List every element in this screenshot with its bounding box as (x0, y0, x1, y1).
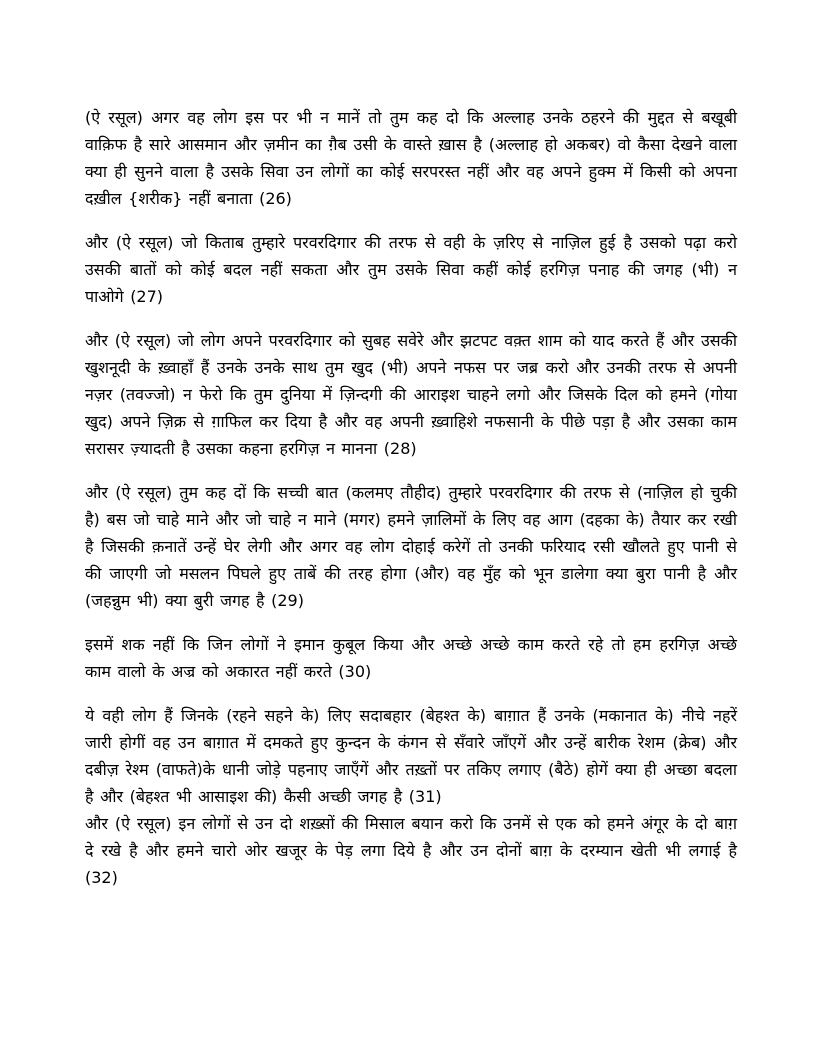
verse-paragraph-32: और (ऐ रसूल) इन लोगों से उन दो शख़्सों की मिसाल बयान करो कि उनमें से एक को हमने अंगूर के दो बाग़ दे रखे है और हमने चारो ओर खजूर के पेड़ लगा दिये है और उन दोनों बाग़ के दरम्यान खेती भी लगाई है (32) (85, 814, 737, 887)
verse-paragraph-30: इसमें शक नहीं कि जिन लोगों ने इमान कुबूल किया और अच्छे अच्छे काम करते रहे तो हम हरगिज़ अच्छे काम वालो के अज्र को अकारत नहीं करते (30) (85, 635, 737, 681)
verse-paragraph-28: और (ऐ रसूल) जो लोग अपने परवरदिगार को सुबह सवेरे और झटपट वक़्त शाम को याद करते हैं और उसकी खुशनूदी के ख़्वाहाँ हैं उनके उनके साथ तुम खुद (भी) अपने नफस पर जब्र करो और उनकी तरफ से अपनी नज़र (तवज्जो) न फेरो कि तुम दुनिया में ज़िन्दगी की आराइश चाहने लगो और जिसके दिल को हमने (गोया खुद) अपने ज़िक्र से ग़ाफिल कर दिया है और वह अपनी ख़्वाहिशे नफसानी के पीछे पड़ा है और उसका काम सरासर ज़्यादती है उसका कहना हरगिज़ न मानना (28) (85, 331, 737, 458)
verse-paragraph-31: ये वही लोग हैं जिनके (रहने सहने के) लिए सदाबहार (बेहश्त के) बाग़ात हैं उनके (मकानात के) नीचे नहरें जारी होगीं वह उन बाग़ात में दमकते हुए कुन्दन के कंगन से सँवारे जाँएगें और उन्हें बारीक रेशम (क्रेब) और दबीज़ रेश्म (वाफते)के धानी जोड़े पहनाए जाएँगें और तख़्तों पर तकिए लगाए (बैठे) होगें क्या ही अच्छा बदला है और (बेहश्त भी आसाइश की) कैसी अच्छी जगह है (31) (85, 706, 737, 806)
verse-text-block (85, 104, 737, 908)
verse-paragraph-27: और (ऐ रसूल) जो किताब तुम्हारे परवरदिगार की तरफ से वही के ज़रिए से नाज़िल हुई है उसको पढ़ा करो उसकी बातों को कोई बदल नहीं सकता और तुम उसके सिवा कहीं कोई हरगिज़ पनाह की जगह (भी) न पाओगे (27) (85, 233, 737, 306)
verse-paragraph-26: (ऐ रसूल) अगर वह लोग इस पर भी न मानें तो तुम कह दो कि अल्लाह उनके ठहरने की मुद्दत से बखूबी वाक़िफ है सारे आसमान और ज़मीन का ग़ैब उसी के वास्ते ख़ास है (अल्लाह हो अकबर) वो कैसा देखने वाला क्या ही सुनने वाला है उसके सिवा उन लोगों का कोई सरपरस्त नहीं और वह अपने हुक्म में किसी को अपना दख़ील {शरीक} नहीं बनाता (26) (85, 108, 737, 208)
verse-paragraph-29: और (ऐ रसूल) तुम कह दों कि सच्ची बात (कलमए तौहीद) तुम्हारे परवरदिगार की तरफ से (नाज़िल हो चुकी है) बस जो चाहे माने और जो चाहे न माने (मगर) हमने ज़ालिमों के लिए वह आग (दहका के) तैयार कर रखी है जिसकी क़नातें उन्हें घेर लेगी और अगर वह लोग दोहाई करेगें तो उनकी फरियाद रसी खौलते हुए पानी से की जाएगी जो मसलन पिघले हुए ताबें की तरह होगा (और) वह मुँह को भून डालेगा क्या बुरा पानी है और (जहन्नुम भी) क्या बुरी जगह है (29) (85, 483, 737, 610)
